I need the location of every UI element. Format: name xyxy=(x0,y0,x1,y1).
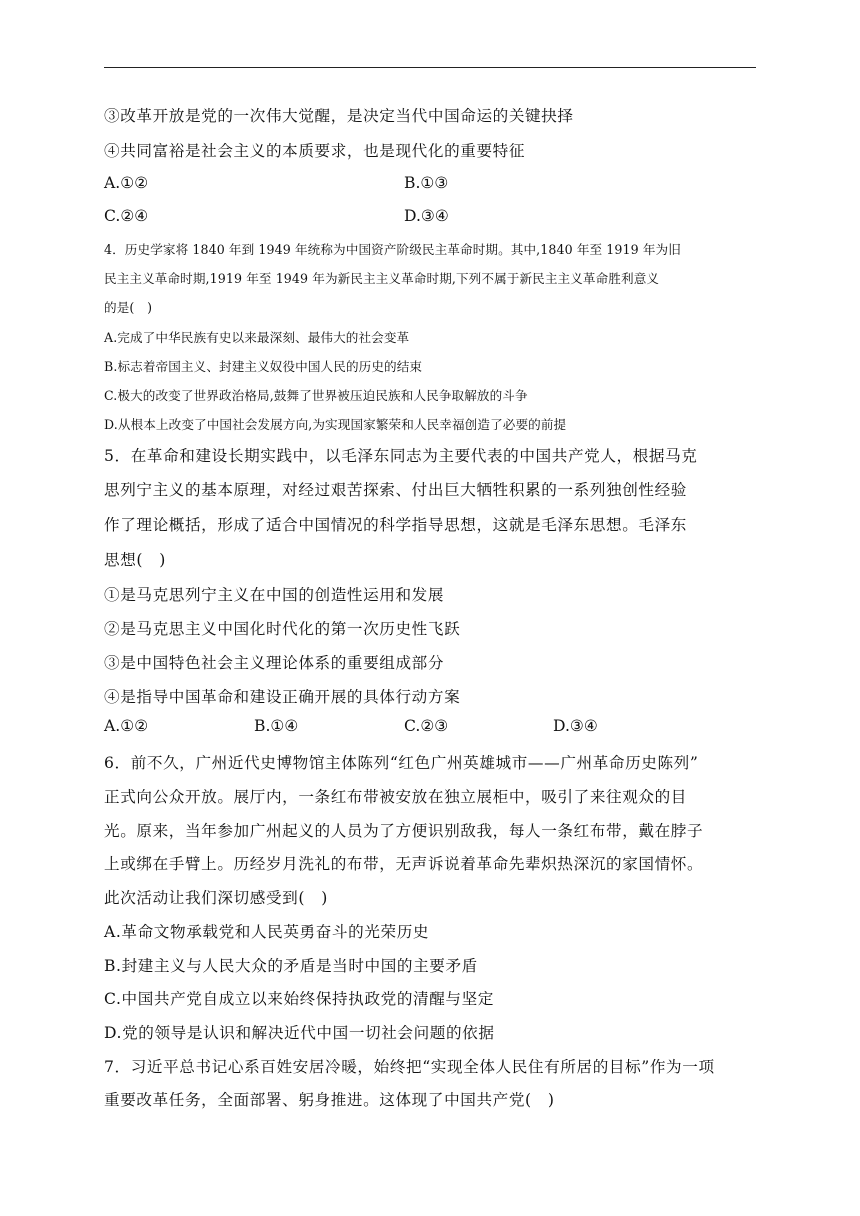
q5-stem-line-2: 思列宁主义的基本原理，对经过艰苦探索、付出巨大牺牲积累的一系列独创性经验 xyxy=(104,481,687,499)
q5-item-2: ②是马克思主义中国化时代化的第一次历史性飞跃 xyxy=(104,620,461,638)
q3-option-a: A.①② xyxy=(104,174,149,192)
q7-stem-line-2: 重要改革任务，全面部署、躬身推进。这体现了中国共产党( ) xyxy=(104,1091,555,1109)
q3-option-d: D.③④ xyxy=(404,207,449,225)
q7-stem-line-1: 7．习近平总书记心系百姓安居冷暖，始终把“实现全体人民住有所居的目标”作为一项 xyxy=(104,1058,715,1076)
q6-stem-line-4: 上或绑在手臂上。历经岁月洗礼的布带，无声诉说着革命先辈炽热深沉的家国情怀。 xyxy=(104,855,704,873)
q4-option-d: D.从根本上改变了中国社会发展方向,为实现国家繁荣和人民幸福创造了必要的前提 xyxy=(104,417,567,432)
q5-option-a: A.①② xyxy=(104,717,149,735)
q3-option-b: B.①③ xyxy=(404,174,449,192)
q4-option-c: C.极大的改变了世界政治格局,鼓舞了世界被压迫民族和人民争取解放的斗争 xyxy=(104,388,528,403)
q5-option-c: C.②③ xyxy=(404,717,449,735)
q4-stem-line-1: 4．历史学家将 1840 年到 1949 年统称为中国资产阶级民主革命时期。其中,1840 年至 1919 年为旧 xyxy=(104,242,681,257)
q6-option-b: B.封建主义与人民大众的矛盾是当时中国的主要矛盾 xyxy=(104,957,478,975)
q6-stem-line-3: 光。原来，当年参加广州起义的人员为了方便识别敌我，每人一条红布带，戴在脖子 xyxy=(104,822,704,840)
q5-stem-line-4: 思想( ) xyxy=(104,551,166,569)
q6-stem-line-5: 此次活动让我们深切感受到( ) xyxy=(104,889,328,907)
q5-item-3: ③是中国特色社会主义理论体系的重要组成部分 xyxy=(104,654,445,672)
q4-option-b: B.标志着帝国主义、封建主义奴役中国人民的历史的结束 xyxy=(104,359,423,374)
q3-item-3: ③改革开放是党的一次伟大觉醒，是决定当代中国命运的关键抉择 xyxy=(104,107,574,125)
q5-stem-line-3: 作了理论概括，形成了适合中国情况的科学指导思想，这就是毛泽东思想。毛泽东 xyxy=(104,516,687,534)
q3-item-4: ④共同富裕是社会主义的本质要求，也是现代化的重要特征 xyxy=(104,142,526,160)
q6-option-a: A.革命文物承载党和人民英勇奋斗的光荣历史 xyxy=(104,923,430,941)
q3-option-c: C.②④ xyxy=(104,207,149,225)
q6-stem-line-2: 正式向公众开放。展厅内，一条红布带被安放在独立展柜中，吸引了来往观众的目 xyxy=(104,788,687,806)
q5-item-1: ①是马克思列宁主义在中国的创造性运用和发展 xyxy=(104,586,445,604)
q6-option-c: C.中国共产党自成立以来始终保持执政党的清醒与坚定 xyxy=(104,990,494,1008)
q4-option-a: A.完成了中华民族有史以来最深刻、最伟大的社会变革 xyxy=(104,330,410,345)
q5-item-4: ④是指导中国革命和建设正确开展的具体行动方案 xyxy=(104,688,461,706)
q4-stem-line-3: 的是( ) xyxy=(104,300,153,315)
q5-option-b: B.①④ xyxy=(254,717,299,735)
header-rule xyxy=(104,67,756,68)
q5-option-d: D.③④ xyxy=(553,717,598,735)
q6-stem-line-1: 6．前不久，广州近代史博物馆主体陈列“红色广州英雄城市——广州革命历史陈列” xyxy=(104,754,699,772)
q5-stem-line-1: 5．在革命和建设长期实践中，以毛泽东同志为主要代表的中国共产党人，根据马克 xyxy=(104,447,698,465)
q4-stem-line-2: 民主主义革命时期,1919 年至 1949 年为新民主主义革命时期,下列不属于新民主主义革命胜利意义 xyxy=(104,271,660,286)
q6-option-d: D.党的领导是认识和解决近代中国一切社会问题的依据 xyxy=(104,1024,495,1042)
